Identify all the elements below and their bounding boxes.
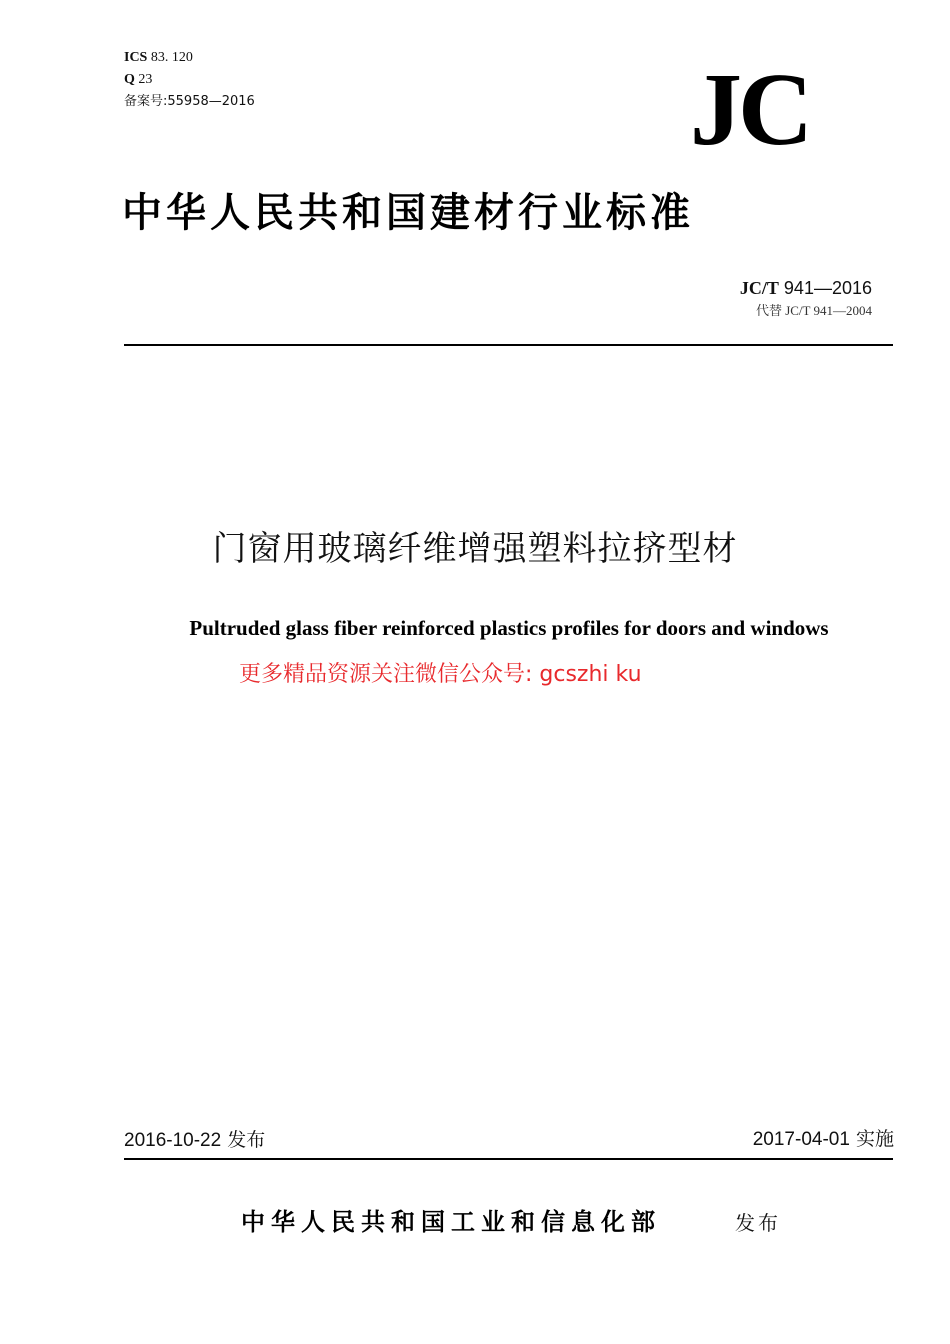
ics-value: 83. 120 — [150, 50, 193, 65]
implement-date — [753, 1126, 894, 1153]
category-value: 23 — [138, 72, 153, 87]
issuing-authority: 中华人民共和国工业和信息化部 — [241, 1208, 661, 1236]
document-title-cn: 门窗用玻璃纤维增强塑料拉挤型材 — [212, 529, 738, 569]
category-label: Q — [124, 72, 135, 87]
replaces-code: 代替 JC/T 941—2004 — [755, 303, 872, 318]
record-number: 备案号:55958—2016 — [124, 94, 255, 109]
ics-code — [124, 49, 193, 67]
issuer-action: 发布 — [735, 1211, 781, 1235]
bottom-divider — [124, 1158, 893, 1160]
publish-date — [124, 1127, 265, 1154]
ics-label: ICS — [124, 50, 148, 65]
implement-date-label: 实施 — [855, 1128, 894, 1150]
top-divider — [124, 344, 893, 346]
implement-date-value: 2017-04-01 — [752, 1129, 850, 1150]
standard-code-number: 941—2016 — [783, 278, 872, 298]
publish-date-value: 2016-10-22 — [124, 1130, 222, 1151]
publish-date-label: 发布 — [227, 1129, 266, 1151]
document-title-en: Pultruded glass fiber reinforced plastics profiles for doors and windows — [189, 616, 829, 640]
promo-text: 更多精品资源关注微信公众号: gcszhi ku — [239, 662, 642, 687]
category-code — [124, 71, 152, 89]
jc-logo: JC — [690, 52, 810, 167]
standard-title: 中华人民共和国建材行业标准 — [122, 190, 694, 236]
standard-code-prefix: JC/T — [739, 278, 779, 298]
standard-code — [740, 277, 872, 299]
